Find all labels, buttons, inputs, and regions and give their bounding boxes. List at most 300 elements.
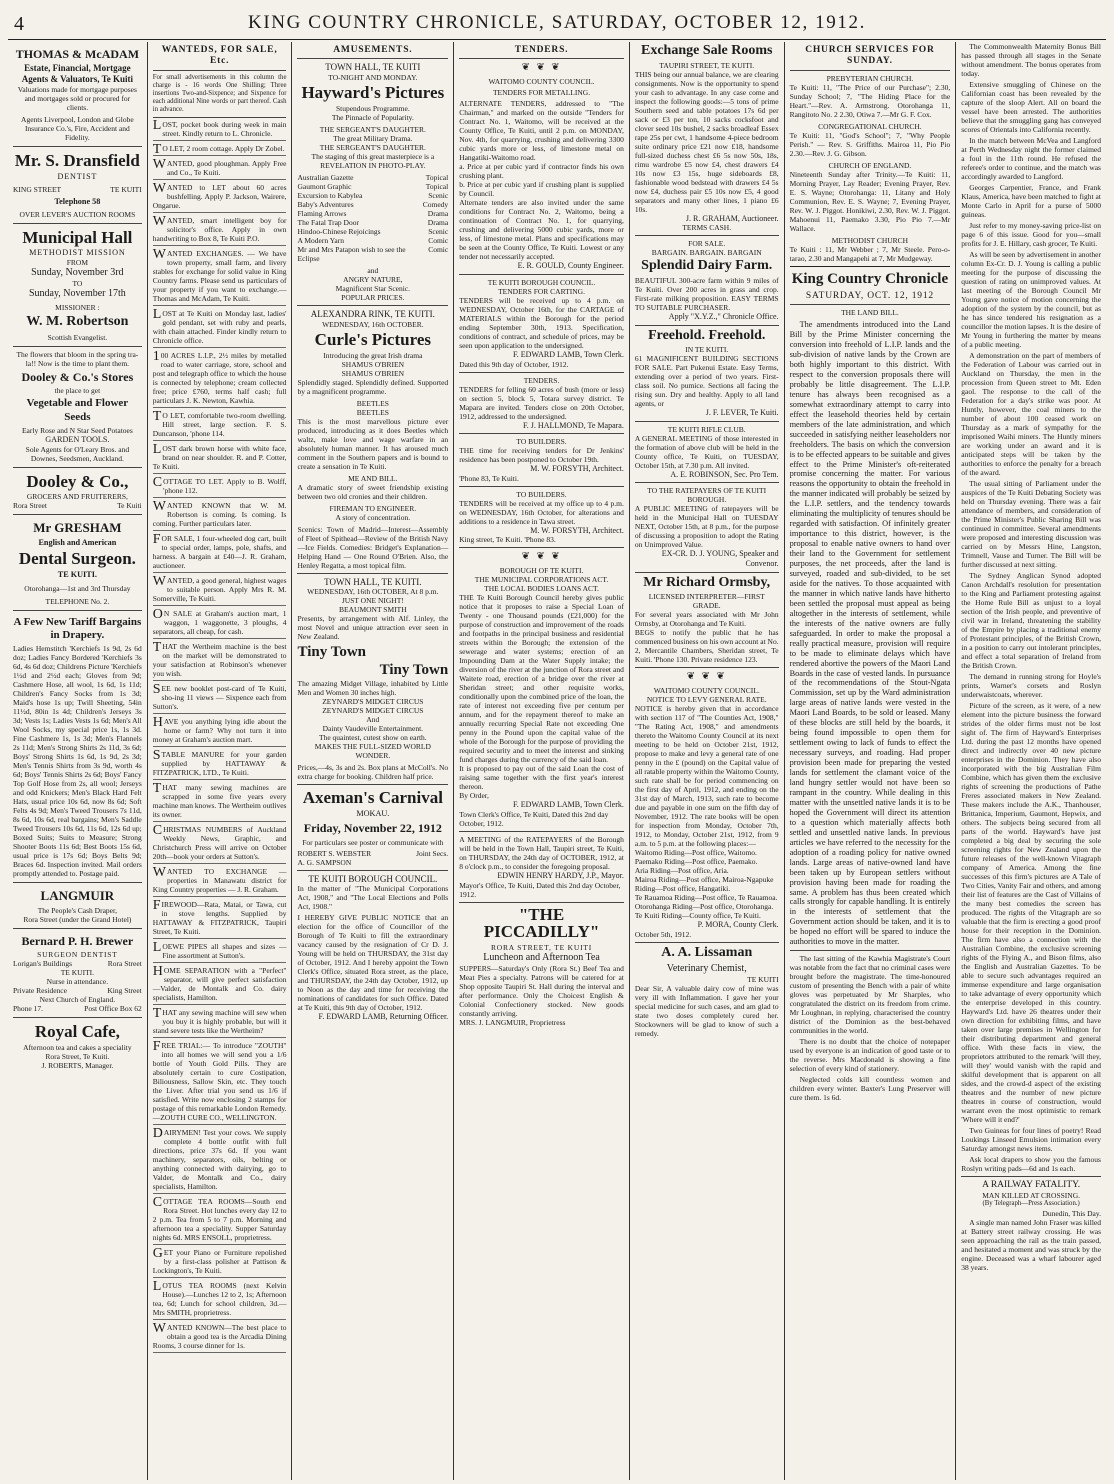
young: EX-CR. D. J. YOUNG, Speaker and Convenor. <box>635 549 779 572</box>
axeman-date: Friday, November 22, 1912 <box>303 821 442 836</box>
column-3 <box>292 42 454 1480</box>
classified-ad: THAT the Wertheim machine is the best on the market will be demonstrated to your satisfaction at Robinson's whenever you wish. <box>153 642 287 681</box>
metalling-b: b. Price at per cubic yard if crushing plant is supplied by Council. <box>459 180 624 199</box>
classified-ad: WANTED KNOWN—The best place to obtain a good tea is the Arcadia Dining Rooms, 3 course dinner for 1s. <box>153 1323 287 1353</box>
zeynard-2: ZEYNARD'S MIDGET CIRCUS <box>322 706 424 716</box>
program-row <box>297 200 448 209</box>
hall-mission: METHODIST MISSION <box>29 248 126 258</box>
classified-ad: CHRISTMAS NUMBERS of Auckland Weekly News, Graphic, and Christchurch Press will arrive on October 20th—book your orders at Sutton's. <box>153 825 287 864</box>
lissaman-town: TE KUITI <box>747 974 779 984</box>
angry-nature: ANGRY NATURE, <box>343 275 403 285</box>
wcc-heading: WAITOMO COUNTY COUNCIL. <box>488 77 595 87</box>
ormsby-title: LICENSED INTERPRETER—FIRST GRADE. <box>648 592 765 611</box>
gresham-phone: TELEPHONE No. 2. <box>45 596 110 606</box>
news-para-12: Two Guineas for four lines of poetry! Read Loukings Linseed Emulsion intimation every Saturday amongst news items. <box>961 1126 1101 1153</box>
graham: J. R. GRAHAM, Auctioneer. <box>685 213 779 223</box>
news-para-4: Georges Carpentier, France, and Frank Klaus, America, have been matched to fight at Monte Carlo in April for a purse of 5000 guineas. <box>961 183 1101 219</box>
levy-heading: NOTICE TO LEVY GENERAL RATE. <box>646 695 767 705</box>
dooley2-town: Te Kuiti <box>117 501 142 511</box>
bargain: BARGAIN. BARGAIN. BARGAIN <box>651 248 762 258</box>
freehold-town: IN TE KUITI. <box>685 345 729 355</box>
news-para-13: Ask local drapers to show you the famous Roslyn writing pads—6d and 1s each. <box>961 1155 1101 1173</box>
gresham-sub: English and American <box>38 538 117 548</box>
builders-2-body: TENDERS will be received at my office up to 4 p.m. on WEDNESDAY, 16th October, for alterations and additions to a residence in Tawa street. <box>459 498 624 526</box>
fireman-desc: A story of concentration. <box>335 512 411 522</box>
classified-ad: COTTAGE TEA ROOMS—South end Rora Street. Hot lunches every day 12 to 2 p.m. Tea from 5 to 7 p.m. Morning and afternoon tea a speciality. Supper Saturday nights 6d. MRS ENSOLL, proprietress. <box>153 1197 287 1245</box>
riding-item: Mairoa Riding—Post office, Mairoa-Ngapuke Riding—Post office, Hangatiki. <box>634 875 774 894</box>
hall-to: TO <box>72 279 83 289</box>
news-para-1: The Commonwealth Maternity Bonus Bill has passed through all stages in the Senate without amendment. The bonus operates from today. <box>961 42 1101 78</box>
beetles-2: BEETLES <box>356 407 389 417</box>
metalling-body-2: Alternate tenders are also invited under the same conditions for Contract No. 2, Waitomo, being a continuation of Contract No. 1, for quarrying, crushing and delivering 5000 cubic yards, more or less, of limestone metal. Plans and specifications may be seen at the County Office, Te Kuiti. Lowest or any tender not necessarily accepted. <box>459 198 624 262</box>
program-genre: Topical <box>425 182 449 192</box>
dainty: Dainty Vaudeville Entertainment. <box>322 724 424 734</box>
riding-item: Paemako Riding—Post office, Paemako. <box>634 857 758 867</box>
wanteds-rates: For small advertisements in this column the charge is - 16 words One Shilling; Three insertions Two-and-Sixpence; and Sixpence for each additional Nine words or part thereof. Cash in advance. <box>153 74 287 118</box>
shamus: SHAMUS O'BRIEN <box>341 359 405 369</box>
taupiri: TAUPIRI STREET, TE KUITI. <box>659 60 755 70</box>
scenics: Scenics: Town of Madrid—Interest—Assembly of Fleet of Spithead—Review of the British Navy—Ice Fields. Comedies: Bridget's Explanation—Helping Hand — One Round O'Brien. Also, the Henley Regatta, a most topical film. <box>297 525 448 574</box>
program-genre: Comic <box>428 245 449 255</box>
news-para-8: The usual sitting of Parliament under the auspices of the Te Kuiti Debating Society was held on Thursday evening. There was a fair attendance of members, and consideration of the Prime Minister's Public Sharing Bill was continued in committee. Several amendments were proposed and interesting discussion was carried on by Messrs Hine, Langston, Trimnell, Vause and Turner. The Bill will be further discussed at next sitting. <box>961 479 1101 569</box>
classified-ad: ON SALE at Graham's auction mart, 1 waggon, 1 waggonette, 3 ploughs, 4 separators, all cheap, for cash. <box>153 609 287 639</box>
classified-ad: THAT any sewing machine will sew when you buy it is highly probable, but will it stand severe tests like the Wertheim? <box>153 1008 287 1038</box>
gresham-name: Mr GRESHAM <box>33 520 122 536</box>
forsyth-2: M. W. FORSYTH, Architect. <box>530 525 624 535</box>
tiny-desc: The amazing Midget Village, inhabited by Little Men and Women 30 inches high. <box>297 679 449 698</box>
fatality-body: A single man named John Fraser was killed at Battery street railway crossing. He was seen approaching the rail as the train passed, and hesitated a moment and was struck by the engine. Deceased was a wharf labourer aged 38 years. <box>961 1217 1101 1272</box>
program-genre: Comic <box>428 236 449 246</box>
bc-notice: I HEREBY GIVE PUBLIC NOTICE that an election for the office of Councillor of the Borough of Te Kuiti to fill the extraordinary vacancy caused by the resignation of Cr D. J. Young will be held on THURSDAY, the 31st day of October, 1912. And I hereby appoint the Town Clerk's Office, situated Rora street, as the place, and THURSDAY, the 24th day October, 1912, up to Noon as the day and time for receiving the nominations of candidates for such Office. Dated at Te Kuiti, this 9th day of October, 1912. <box>297 913 449 1013</box>
pres-heading: PREBYTERIAN CHURCH. <box>826 73 914 83</box>
dentist-note: OVER LEVER'S AUCTION ROOMS <box>19 209 136 219</box>
joint-secs: Joint Secs. <box>416 848 449 858</box>
loan-body-2: It is proposed to pay out of the said Loan the cost of raising same together with the first year's interest thereon. <box>459 764 624 792</box>
prices: Prices,—4s, 3s and 2s. Box plans at McColl's. No extra charge for booking. Children half price. <box>297 763 448 785</box>
langmuir-sub: The People's Cash Draper, <box>37 905 118 915</box>
forsyth: M. W. FORSYTH, Architect. <box>530 464 624 474</box>
levy-body: NOTICE is hereby given that in accordance with section 117 of "The Counties Act, 1908," "The Rating Act, 1908," and amendments thereto the Waitomo County Council at its next meeting to be held on October 21st, 1912, propose to make and levy a general rate of one penny in the £ (pound) on the Capital value of all ratable property within the Waitomo County, such rate shall be for period commencing on the first day of April, 1912, and ending on the 31st day of March, 1913, such rate to become due and payable in one sum on the fifth day of November, 1912. The rate books will be open for inspection from Monday, October 7th, 1912, to Monday, October 21st, 1912, from 9 a.m. to 5 p.m. at the following places:— <box>634 704 779 849</box>
dooley2-street: Rora Street <box>13 501 47 511</box>
brewer-box: Post Office Box 62 <box>84 1003 142 1013</box>
program-title: Hindoo-Chinese Rejoicings <box>297 227 381 237</box>
ratepayers-body: A PUBLIC MEETING of ratepayers will be held in the Municipal Hall on TUESDAY NEXT, October 15th, at 8 p.m., for the purpose of discussing a proposition to adopt the Rating on Unimproved Value. <box>634 504 779 550</box>
dooley-seeds: Vegetable and Flower Seeds <box>26 397 129 423</box>
ornament-3: ❦ ❦ ❦ <box>686 671 727 683</box>
zeynard: ZEYNARD'S MIDGET CIRCUS <box>322 697 424 707</box>
me-and-bill: ME AND BILL. <box>348 473 398 483</box>
program-genre: Scenic <box>428 227 449 237</box>
loan-body: THE Te Kuiti Borough Council hereby gives public notice that it proposes to raise a Special Loan of Twenty - one Thousand pounds (£21,000) for the purpose of construction and improvement of the roads and footpaths in the principal business and residential streets within the Borough; the extension of the sewerage and water systems; erection of an Impounding Dam at the Water Supply intake; the diversion of the river at the junction of Rora street and Waitete road, erection of a bridge over the river at Sheridan street; and other requisite works, conditionally upon the combined price of the loan, the rate of interest not exceeding five per centum per annum, and for the repayment thereof to make an annually recurring Special Rate not exceeding One penny in the Pound upon the capital value of the whole of the Borough for the purpose of providing the required security and to meet the interest and sinking fund charges during the currency of the said loan. <box>459 593 624 765</box>
program-genre: Scenic <box>428 191 449 201</box>
rink: ALEXANDRA RINK, TE KUITI. <box>310 309 435 320</box>
amusements-heading: AMUSEMENTS. <box>297 45 448 59</box>
langmuir-address: Rora Street (under the Grand Hotel) <box>23 914 132 924</box>
classified-ad: WANTED TO EXCHANGE — properties in Manawatu district for King Country properties — J. R. Graham. <box>153 867 287 897</box>
rifle-heading: TE KUITI RIFLE CLUB. <box>667 424 746 434</box>
royal-sub: Afternoon tea and cakes a speciality <box>23 1042 132 1052</box>
news-para-9: The Sydney Anglican Synod adopted Canon Archdall's resolution for presentation to the King and Parliament protesting against the Home Rule Bill as unjust to a loyal section of the Irish people, and preventive of civil war in Ireland, threatening the stability of the Empire by placing a traditional enemy of Protestant principles, of the British Crown, in a position to carry out intolerant principles, and effect a total separation of Ireland from the British Crown. <box>961 571 1101 670</box>
news-para-6: As will be seen by advertisement in another column Ex-Cr. D. J. Young is calling a public meeting for the purpose of discussing the question of rating on unimproved values. At last meeting of the Borough Council Mr Young gave notice of motion concerning the adoption of the system by the council, but as he has since tendered his resignation as a councillor the motion lapses. It is the desire of Mr Young in furthering the matter by means of a public meeting. <box>961 250 1101 349</box>
church-heading: CHURCH SERVICES FOR SUNDAY. <box>790 45 951 71</box>
bush-body: TENDERS for felling 60 acres of bush (more or less) on section 5, block 5, Totara survey district. Te Mapara are invited. Tenders close on 20th October, 1912, addressed to the undersigned. <box>459 384 624 421</box>
carting-body: TENDERS will be received up to 4 p.m. on WEDNESDAY, October 16th, for the CARTAGE of MATERIALS within the Borough for the period ending September 30th, 1913. Specification, conditions of contract, and schedule of prices, may be seen upon application to the undersigned. <box>459 295 624 350</box>
piccadilly: "THE PICCADILLY" <box>483 904 600 942</box>
classified-ad: WANTED, good ploughman. Apply Free and Co., Te Kuiti. <box>153 159 287 180</box>
news-para-3: In the match between McVea and Langford at Perth Wednesday night the former claimed a foul in the 11th round. He refused the referee's order to continue, and the match was accordingly awarded to Langford. <box>961 136 1101 181</box>
piccadilly-proprietress: MRS. J. LANGMUIR, Proprietress <box>459 1018 566 1028</box>
program-row <box>297 227 448 236</box>
brewer-residence-next: Next Church of England. <box>39 994 116 1004</box>
beaumont-desc: Presents, by arrangement with Alf. Linley, the most Novel and unique attraction ever seen in New Zealand. <box>297 614 449 642</box>
sergeant: THE SERGEANT'S DAUGHTER. <box>319 125 426 135</box>
staging: The staging of this great masterpiece is a <box>311 152 435 162</box>
tkbc-heading: TE KUITI BOROUGH COUNCIL. <box>487 277 596 287</box>
classified-ad: TO LET, comfortable two-room dwelling. Hill street, large section. F. S. Duncanson, 'phone 114. <box>153 411 287 441</box>
classified-ads-list <box>152 117 287 1353</box>
classified-ad: FOR SALE, 1 four-wheeled dog cart, built to special order, lamps, pole, shafts, and harness. A bargain at £40—J. R. Graham, auctioneer. <box>153 534 287 573</box>
editorial-body: The amendments introduced into the Land Bill by the Prime Minister concerning the conversion into freehold of L.I.P. lands and the sub-division of native lands by the Crown are both highly important to this district. With respect to the conversion proposals there will probably be little disagreement. The L.I.P. tenure has always been recognised as a somewhat extraordinary attempt to carry into effect the leasehold theories held by certain members of the late administration, and which succeeded in satisfying neither leaseholders nor freeholders. The basis on which the conversion is to be effected appears to be suitable and gives effect to the Prime Minister's oft-reiterated promise concerning the matter. For various reasons the opportunity to obtain the freehold in the manner indicated will probably be seized by the L.I.P. settlers, and the tendency towards eliminating the multiplicity of tenures should be regarded with satisfaction. Of infinitely greater importance to this district, however, is the proposal to enable native owners to hand over their land to the Government for settlement purposes, the net proceeds, after the land is surveyed, roaded and sub-divided, to be set aside for the natives. To those acquainted with the manner in which native lands have hitherto been settled the proposal must appeal as being altogether in the interests of settlement, while the interests of the native owners are fully safeguarded. In order to make the proposal a really practical measure, provision will require to be made to eliminate delays which have rendered abortive the powers of the Maori Land Boards in the case of vested lands. In pursuance of the recommendations of the Stout-Ngata Commission, set up by the Ward administration large areas of native lands were vested in the Maori Land Boards, to be sold or leased. Many of these blocks are still held by the boards, it being found impossible to open them for settlement owing to lack of funds to effect the necessary surveys, and roading. Had proper provision been made for preparing the vested lands for settlement the clamant voice of the land hungry settler would not have been so rampant in the country. While dealing in this matter with the unsettled native lands it is to be hoped the Government will direct its attention to a question which materially affects both settled and unsettled native lands. In previous articles we have referred to the necessity for the adoption of a roading policy for native owned lands. Large areas of native-owned land have been taken up by European settlers without provision having been made for roading the same. A problem has thus been created which calls strongly for capable handling. It is entirely in the interests of settlement that the Government action should be taken, and it is to be hoped no effort will be spared to induce the authorities to move in the matter. <box>789 320 951 947</box>
town-hall-date: WEDNESDAY, 16th OCTOBER, At 8 p.m. <box>307 587 439 597</box>
loan-date: Town Clerk's Office, Te Kuiti, Dated this 2nd day October, 1912. <box>459 810 624 832</box>
dairy-body: BEAUTIFUL 300-acre farm within 9 miles of Te Kuiti. Over 200 acres in grass and crop. First-rate milking proposition. EASY TERMS TO SUITABLE PURCHASER. <box>634 275 779 312</box>
riding-item: Te Rauamoa Riding—Post office, Te Rauamoa. <box>634 893 778 903</box>
classified-ad: COTTAGE TO LET. Apply to B. Wolff, 'phone 112. <box>153 477 287 498</box>
classified-ad: WANTED KNOWN that W. M. Robertson is coming. Is coming. Is coming. Further particulars later. <box>153 501 287 531</box>
hallmond: F. J. HALLMOND, Te Mapara. <box>459 421 624 435</box>
dairy-title: Splendid Dairy Farm. <box>641 258 773 274</box>
classified-ad: STABLE MANURE for your garden supplied by HATTAWAY & FITZPATRICK, LTD., Te Kuiti. <box>153 750 287 780</box>
classified-ad: HAVE you anything lying idle about the home or farm? Why not turn it into money at Graham's auction mart. <box>153 717 287 747</box>
webster: ROBERT S. WEBSTER <box>297 848 372 858</box>
hall-from: FROM <box>66 258 88 268</box>
metalling-heading: TENDERS FOR METALLING. <box>492 88 591 98</box>
brewer-residence: Private Residence <box>13 985 67 995</box>
ormsby-body: For several years associated with Mr John Ormsby, at Otorohanga and Te Kuiti. <box>634 610 779 629</box>
dairy-apply: Apply "X.Y.Z.," Chronicle Office. <box>635 312 779 326</box>
meth-body: Te Kuiti : 11, Mr Webber ; 7, Mr Steele. Pero-o-tarao, 2.30 and Mangapehi at 7, Mr Mudgeway. <box>790 245 951 267</box>
program-list <box>297 173 448 263</box>
mora: P. MORA, County Clerk. <box>697 920 779 930</box>
brewer-nurse: Nurse in attendance. <box>46 976 109 986</box>
column-6 <box>785 42 957 1480</box>
program-title: Gaumont Graphic <box>297 182 352 192</box>
beetles-desc: This is the most marvellous picture ever produced, introducing as it does Beetles which waltz, make love and wage warfare in an absolutely human manner. It has aroused much comment in the Southern papers and is bound to create a sensation in Te Kuiti. <box>297 416 449 471</box>
hall-missioner-role: Scottish Evangelist. <box>47 333 108 342</box>
makes-wonder: MAKES THE FULL-SIZED WORLD WONDER. <box>314 742 431 761</box>
hardy-date: Mayor's Office, Te Kuiti, Dated this 2nd day October, 1912. <box>459 881 624 903</box>
robinson: A. E. ROBINSON, Sec. Pro Tem. <box>635 470 779 484</box>
program-title: Flaming Arrows <box>297 209 347 219</box>
program-genre: Drama <box>427 209 449 219</box>
forsyth-phone: 'Phone 83, Te Kuiti. <box>459 474 624 487</box>
firm-body: Valuations made for mortgage purposes and mortgages sold or procured for clients. <box>17 84 137 112</box>
program-genre: Topical <box>425 173 449 183</box>
piccadilly-lunch: Luncheon and Afternoon Tea <box>483 952 600 964</box>
riding-item: Te Kuiti Riding—County office, Te Kuiti. <box>634 911 761 921</box>
dentist-town: TE KUITI <box>110 184 142 194</box>
piccadilly-address: RORA STREET, TE KUITI <box>490 943 593 953</box>
town-hall-2: TOWN HALL, TE KUITI. <box>324 576 422 587</box>
brewer-title: SURGEON DENTIST <box>37 949 118 959</box>
sergeant-2: THE SERGEANT'S DAUGHTER. <box>319 143 426 153</box>
sampson: A. G. SAMPSON <box>297 858 448 871</box>
riding-item: Otorohanga Riding—Post office, Otorohanga. <box>634 902 774 912</box>
hall-date-2: Sunday, November 17th <box>28 288 126 300</box>
langmuir-name: LANGMUIR <box>40 887 115 903</box>
program-row <box>297 245 448 263</box>
town-hall: TOWN HALL, TE KUITI <box>325 62 421 73</box>
dooley-tools: GARDEN TOOLS. <box>45 434 110 444</box>
cong-heading: CONGREGATIONAL CHURCH. <box>818 121 922 131</box>
riding-item: Waitomo Riding—Post office, Waitomo. <box>634 848 757 858</box>
stupendous: Stupendous Programme. <box>335 104 410 114</box>
gresham-note: Otorohanga—1st and 3rd Thursday <box>24 583 131 593</box>
dooley2-sub: GROCERS AND FRUITERERS, <box>26 492 128 502</box>
column-4 <box>454 42 630 1480</box>
masthead <box>8 6 1106 40</box>
wcc-2: WAITOMO COUNTY COUNCIL. <box>653 686 760 696</box>
hall-date-1: Sunday, November 3rd <box>31 267 124 279</box>
revelation: REVELATION IN PHOTO-PLAY. <box>320 161 426 171</box>
program-row <box>297 218 448 227</box>
metalling-a: a. Price at per cubic yard if contractor finds his own crushing plant. <box>459 162 624 181</box>
beaumont: BEAUMONT SMITH <box>339 605 407 615</box>
fatality-credit: (By Telegraph—Press Association.) <box>982 1200 1080 1208</box>
classified-ad: THAT many sewing machines are scrapped in some five years every machine man knows. The Wertheim outlives its owner. <box>153 783 287 822</box>
tiny-town: Tiny Town <box>297 644 367 661</box>
tariff-heading: A Few New Tariff Bargains in Drapery. <box>13 615 142 641</box>
fatality-heading: A RAILWAY FATALITY. <box>982 1180 1081 1190</box>
bc-heading: TE KUITI BOROUGH COUNCIL. <box>308 873 438 884</box>
program-row <box>297 173 448 182</box>
gresham-town: TE KUITI. <box>57 569 97 579</box>
classified-ad: FREE TRIAL:— To introduce "ZOUTH" into all homes we will send you a 1/6 bottle of Youth Gold Pills. They are absolutely certain to cure Costipation, Biliousness, Sallow Skin, etc. They touch the Liver. After trial you send us 1/6 if satisfied. Write now enclosing 2 stamps for postage of this remarkable London Remedy.—ZOUTH CURE CO., WELLINGTON. <box>153 1041 287 1125</box>
brewer-phone: Phone 17. <box>13 1003 43 1013</box>
royal-manager: J. ROBERTS, Manager. <box>41 1060 114 1070</box>
column-1 <box>8 42 148 1480</box>
program-title: Mr and Mrs Patapon wish to see the Eclipse <box>297 245 406 264</box>
ormsby-body-2: BEGS to notify the public that he has commenced business on his own account at No. 2, Mercantile Chambers, Sheridan street, Te Kuiti. 'Phone 130. Private residence 123. <box>635 628 779 668</box>
borough-heading: BOROUGH OF TE KUITI. <box>499 566 584 576</box>
axeman-carnival: Axeman's Carnival <box>302 788 443 808</box>
editorial-body-4: Neglected colds kill countless women and children every winter. Baxter's Lung Preserver will cure them. 1s 6d. <box>789 1075 951 1103</box>
classified-ad: DAIRYMEN! Test your cows. We supply complete 4 bottle outfit with full directions, price 37s 6d. If you want machinery, separators, oils, belting or anything connected with dairying, go to Valder, de Montalk and Co., dairy specialists, Hamilton. <box>153 1128 287 1194</box>
dentist-street: KING STREET <box>13 184 62 194</box>
dooley-agents: Sole Agents for O'Leary Bros. and Downes, Seedsmen, Auckland. <box>25 444 130 463</box>
classified-ad: WANTED EXCHANGES. — We have town property, small farm, and livery stables for exchange for solid value in King Country farms. Please send us particulars of your property if you want to exchange.— Thomas and McAdam, Te Kuiti. <box>153 249 287 306</box>
lamb-2: F. EDWARD LAMB, Town Clerk. <box>512 800 624 810</box>
forsyth-2-address: King street, Te Kuiti. 'Phone 83. <box>459 535 624 548</box>
eng-body: Nineteenth Sunday after Trinity.—Te Kuiti: 11, Morning Prayer, Lay Reader; Evening Prayer, Rev. E. S. Wayne; Otorohanga: 11, Litany and Holy Communion, Rev. E. S. Wayne; 7, Evening Prayer, Rev. W. J. Piggot. Honikiwi, 2.30, Rev. W. J. Piggot. Mahoenui 11, Paemako 3.30, Pio Pio 7.—Mr Wallace. <box>789 169 951 233</box>
dooley-potatoes: Early Rose and N Star Seed Potatoes <box>21 425 133 435</box>
freehold-title: Freehold. Freehold. <box>648 327 766 343</box>
ratepayers-heading: TO THE RATEPAYERS OF TE KUITI BOROUGH. <box>647 486 767 505</box>
classified-ad: 100 ACRES L.I.P., 2½ miles by metalled road to water carriage, store, school and post and telegraph office to which the house is connected by telephone; cream collected free; price £760, terms half cash; full particulars J. K. Newton, Kawhia. <box>153 351 287 408</box>
dentist-phone: Telephone 58 <box>54 196 101 206</box>
loan-order: By Order, <box>459 791 489 801</box>
news-para-2: Extensive smuggling of Chinese on the Californian coast has been revealed by the capture of the sloop Alert. All on board the vessel have been arrested. The authorities believe that the smuggling gang has conveyed scores of Orientals into California recently. <box>961 80 1101 134</box>
program-title: A Modern Yarn <box>297 236 344 246</box>
magnificent: Magnificent Star Scenic. <box>335 284 411 294</box>
hardy: EDWIN HENRY HARDY, J.P., Mayor. <box>497 870 624 880</box>
mca-heading: THE MUNICIPAL CORPORATIONS ACT. <box>474 575 609 585</box>
brewer-town: TE KUITI. <box>60 967 95 977</box>
dooley-stores: Dooley & Co.'s Stores <box>21 370 134 384</box>
gould: E. R. GOULD, County Engineer. <box>459 261 624 275</box>
one-night: JUST ONE NIGHT! <box>341 596 404 606</box>
builders-body: THE time for receiving tenders for Dr Jenkins' residence has been postponed to October 19th. <box>459 446 624 465</box>
dentist-name: Mr. S. Dransfield <box>14 150 140 170</box>
builders: TO BUILDERS. <box>516 437 567 447</box>
meth-heading: METHODIST CHURCH <box>831 235 909 245</box>
carting-heading: TENDERS FOR CARTING. <box>498 286 585 296</box>
brewer-residence-street: King Street <box>107 985 142 995</box>
classified-ad: HOME SEPARATION with a "Perfect" separator, will give perfect satisfaction—Valder, de Montalk and Co. dairy specialists, Hamilton. <box>153 966 287 1005</box>
program-row <box>297 182 448 191</box>
exchange-title: Exchange Sale Rooms <box>640 43 773 58</box>
haywards-pictures: Hayward's Pictures <box>301 83 445 103</box>
rifle-body: A GENERAL MEETING of those interested in the formation of above club will be held in the County office, Te Kuiti, on TUESDAY, October 15th, at 7.30 p.m. All invited. <box>634 433 779 470</box>
tenders-2: TENDERS. <box>523 375 560 385</box>
program-row <box>297 209 448 218</box>
firm-agents: Agents Liverpool, London and Globe Insurance Co.'s, Fire, Accident and Fidelity. <box>21 114 134 142</box>
royal-name: Royal Cafe, <box>34 1021 120 1041</box>
dooley2-name: Dooley & Co., <box>26 471 129 491</box>
brewer-street: Rora Street <box>107 958 142 968</box>
lamb: F. EDWARD LAMB, Town Clerk. <box>512 349 624 359</box>
lissaman-title: Veterinary Chemist, <box>666 962 747 974</box>
tariff-body: Ladies Hemstitch 'Kerchiefs 1s 9d, 2s 6d doz; Ladies Fancy Bordered 'Kerchiefs 3s 6d, 4s 6d doz; Childrens Picture 'Kerchiefs 1½d and 2½d each; Gloves from 9d; Cashmere Hose, all wool, 1s 6d, 1s 11d; Children's Fancy Socks from 1s 3d; Maid's hose 1s up; Twill Sheeting, 54in 11½d, 80in 1s 4d; Children's Jerseys 3s 3d; Vests 1s; Ladies Vests 1s 6d; Men's All Wool Socks, my special price 1s, 1s 3d. Fine Cashmere 1s, 1s 3d; Men's Flannels 2s 11d; Men's Strong Shirts 2s 11d, 3s 6d; Boys' Strong Shirts 1s 6d, 1s 9d, 2s 3d; Men's Tennis Shirts from 3s 9d, worth 4s 6d; Boys' Tennis Shirts 2s 6d; Boys' Fancy Top Golf Hose from 2s, all wool; Jerseys and odd Knickers; Men's Black Hard Felt Hats, usual price 10s 6d, now 8s 6d; Soft Felts 4s 9d; Men's Tweed Trousers 7s 11d, 8s 6d, 10s 6d, real bargains; Men's Saddle Tweed Trousers 10s 6d, 11s 6d, 12s 6d up; Boxed Suits; Suits to Measure; Strong Shooter Boots 11s 6d; Best Boots 15s 6d, usual price is 17s 6d; Boys Belts 9d; Braces 6d. Inspection invited. Mail orders promptly attended to. Postage paid. <box>13 643 142 878</box>
program-genre: Drama <box>427 218 449 228</box>
brewer-name: Bernard P. H. Brewer <box>21 933 134 948</box>
classified-ad: FIREWOOD—Rata, Matai, or Tawa, cut in stove lengths. Supplied by HATTAWAY & FITZPATRICK, Taupiri Street, Te Kuiti. <box>153 900 287 939</box>
editorial-body-2: The last sitting of the Kawhia Magistrate's Court was notable from the fact that no criminal cases were brought before the magistrate. The time-honoured custom of presenting the Bench with a pair of white gloves was perpetuated by Mr Sharples, who congratulated the district on its freedom from crime. Mr Loughnan, in replying, characterised the country district of the Dominion as the best-behaved communities in the world. <box>789 954 951 1036</box>
classified-ad: LOST, pocket book during week in main street. Kindly return to L. Chronicle. <box>153 120 287 141</box>
gresham-title: Dental Surgeon. <box>18 548 136 568</box>
axeman-particulars: For particulars see poster or communicate with <box>302 837 444 847</box>
mokau: MOKAU. <box>356 809 390 819</box>
eng-heading: CHURCH OF ENGLAND. <box>828 160 912 170</box>
program-title: The Fatal Trap Door <box>297 218 359 228</box>
hall-missioner: MISSIONER : <box>55 303 100 313</box>
beetles: BEETLES <box>356 398 389 408</box>
fatality-place: Dunedin, This Day. <box>1042 1208 1101 1218</box>
curle-desc: Splendidly staged. Splendidly defined. Supported by a magnificent programme. <box>297 377 449 396</box>
hall-title: Municipal Hall <box>22 227 133 247</box>
curle-pictures: Curle's Pictures <box>314 329 431 349</box>
bc-signature: F. EDWARD LAMB, Returning Officer. <box>318 1012 449 1022</box>
news-para-11: Picture of the screen, as it were, of a new element into the picture business the forward strides of the older firms must not be lost sight of. The firm of Hayward's Enterprises Ltd. during the past 12 months have opened direct and indirectly over 40 new picture enterprises in the Dominion. They have also incorporated with the big Australian Film Combine, which has given them the exclusive rights of screening the productions of Pathe Freres associated makers in New Zealand. These makers include the A.K., Thanhouser, Brittanica, Imperium, Gaumont, Hepwix, and others. The subjects being secured from all parts of the world. Hayward's have just completed a big deal by securing the sole screening rights for New Zealand upon the future releases of the well-known Vitagraph company of America. Among the fine successes of this firm's pictures are A Tale of Two Cities, Vanity Fair and others, and among their list of features are the Cast of Villains of the many best comedies the screen has produced. The rights of the Vitagraph are so valuable that the firm is erecting a good proof house for their reception in the Dominion. The firm have also a connection with the Australian Combine, the exclusive screening rights of the Flying A., and Bison films, also the English and Australian Gazettes. To be able to secure such advantages required an immense expenditure and large organisation to take advantage of every opportunity which the enterprise developed in this country. Hayward's Ltd. have 26 theatres under their own direction for exhibiting films, and have taken over large premises in Wellington for their distributing department and general office. With these facts in view, the proprietors attributed to the remark 'will they, will they' would vanish with the rapid and skilful development that is apparent on all sides, and the crowd-d aspect of the existing theatres and the number of new picture theatres in course of construction, would warrant even the most optimistic to remark 'Where will it end?' <box>961 701 1101 1124</box>
cong-body: Te Kuiti: 11, "God's School"; 7, "Why People Perish." — Rev. S. Griffiths. Mairoa 11, Pio Pio 2.30.—Rev. J. G. Gibson. <box>789 130 951 158</box>
bc-matter: In the matter of "The Municipal Corporations Act, 1908," and "The Local Elections and Polls Act, 1908." <box>297 884 449 912</box>
ridings-list <box>635 848 779 920</box>
program-and: and <box>367 266 379 276</box>
fireman: FIREMAN TO ENGINEER. <box>329 503 417 513</box>
column-2 <box>148 42 293 1480</box>
classified-ad: TO LET, 2 room cottage. Apply Dr Zobel. <box>152 141 285 157</box>
editorial-date: SATURDAY, OCT. 12, 1912 <box>790 291 951 305</box>
metalling-body: ALTERNATE TENDERS, addressed to "The Chairman," and marked on the outside "Tenders for Contract No. 1, Waitomo, will be received at the County Office, Te Kuiti, until 2 p.m. on MONDAY, Nov. 4th, for quarrying, crushing and delivering 3300 cubic yards more or less, of limestone metal on Hangatiki-Waitomo road. <box>459 99 624 163</box>
curle-intro: Introducing the great Irish drama <box>323 350 423 360</box>
classified-ad: WANTED to LET about 60 acres bushfelling. Apply P. Jackson, Wairere, Ongarue. <box>153 183 287 213</box>
lissaman-body: Dear Sir, A valuable dairy cow of mine was very ill with Inflammation. I gave her your special medicine for such cases, and am glad to state two doses completely cured her. Stockowners will be glad to know of such a remedy. <box>634 983 779 1038</box>
royal-address: Rora Street, Te Kuiti. <box>45 1051 110 1061</box>
classified-ad: GET your Piano or Furniture repolished by a first-class polisher at Pattison & Lockington's, Te Kuiti. <box>153 1248 287 1278</box>
brewer-building: Lorigan's Buildings <box>13 958 73 968</box>
ornament-2: ❦ ❦ ❦ <box>521 551 562 563</box>
tonight: TO-NIGHT AND MONDAY. <box>328 73 418 83</box>
tiny-town-2: Tiny Town <box>379 662 449 679</box>
program-row <box>297 236 448 245</box>
lbla-heading: THE LOCAL BODIES LOANS ACT. <box>484 584 599 594</box>
dentist-title: DENTIST <box>57 171 98 181</box>
editorial-paper-name: King Country Chronicle <box>791 270 949 287</box>
classified-ad: LOTUS TEA ROOMS (next Kelvin House).—Lunches 12 to 2, 1s; Afternoon tea, 6d; Lunch for school children, 3d.—Mrs SMITH, proprietress. <box>153 1281 287 1320</box>
lamb-date: Dated this 9th day of October, 1912. <box>459 360 624 373</box>
program-title: Australian Gazette <box>297 173 354 183</box>
program-title: Excursion to Kabylea <box>297 191 363 201</box>
me-and-bill-desc: A dramatic story of sweet friendship existing between two old cronies and their children. <box>297 482 449 501</box>
lever: J. F. LEVER, Te Kuiti. <box>635 408 779 422</box>
dooley-place: the place to get <box>54 386 101 396</box>
popular-prices: POPULAR PRICES. <box>297 293 448 306</box>
page-number: 4 <box>14 13 24 35</box>
program-title: Baby's Adventures <box>297 200 354 210</box>
classified-ad: SEE new booklet post-card of Te Kuiti, sho-ing 11 views — Sixpence each from Sutton's. <box>153 684 287 714</box>
news-para-7: A demonstration on the part of members of the Federation of Labour was carried out in Auckland on Thursday, the men in the procession from Queen street to Mt. Eden gaol. The response to the call of the Federation for a day's strike was poor. At Huntly, however, the coal miners to the number of about 100 ceased work on Thursday as a mark of sympathy for the imprisoned Waihi miners. The Huntly miners are working under an award and it is anticipated steps will be taken by the authorities to enforce the penalty for a breach of the award. <box>961 351 1101 477</box>
dooley-intro: The flowers that bloom in the spring tra-la!! Now is the time to plant them. <box>16 350 139 368</box>
hall-missioner-name: W. M. Robertson <box>26 314 129 330</box>
paper-title: KING COUNTRY CHRONICLE, SATURDAY, OCTOBER 12, 1912. <box>248 12 866 33</box>
exchange-body: THIS being our annual balance, we are clearing consignments. Now is the opportunity to spend your cash to advantage. In any case come and inspect the following goods:—5 tons of prime Southern seed and table potatoes 17s 6d per sack or £3 per ton, 10 sacks cocksfoot and clover seed 10s bushel, 2 sacks broadleaf Essex rape 25s per cwt, 1 handsome 4-piece bedroom suite ordinary price £21 now £18, handsome full-sized duchess chest £6 5s now 50s, 18s, rimu wardrobe £5 now £4, chest drawers £4 10s now £3 15s, huge sideboards £8, fashionable wood bedstead with drawers £4 5s now £4, duchess pair £5 10s now £5, 4 good separators and many other lines, 1 piano £6 10s. <box>634 69 779 214</box>
terms: TERMS CASH. <box>635 223 779 236</box>
column-5 <box>630 42 785 1480</box>
firm-name: THOMAS & McADAM <box>15 47 140 61</box>
pres-body: Te Kuiti: 11, "The Price of our Purchase"; 2.30, Sunday School; 7, "The Hiding Place for the Heart."—Rev. A. Armstrong. Otorohanga 11, Rangitoto No. 2 2.30, Otiwa 7.—Mr G. F. Cox. <box>789 82 951 119</box>
meeting-body: A MEETING of the RATEPAYERS of the Borough will be held in the Town Hall, Taupiri street, Te Kuiti, on THURSDAY, the 24th day of OCTOBER, 1912, at 8 o'clock p.m., to consider the foregoing proposal. <box>459 834 624 871</box>
classified-ad: LOST at Te Kuiti on Monday last, ladies' gold pendant, set with ruby and pearls, with chain attached. Finder kindly return to Chronicle office. <box>153 309 287 348</box>
ormsby: Mr Richard Ormsby, <box>643 574 771 590</box>
classified-ad: WANTED, smart intelligent boy for solicitor's office. Apply in own handwriting to Box 8, Te Kuiti P.O. <box>153 216 287 246</box>
editorial-body-3: There is no doubt that the choice of notepaper used by everyone is an indication of good taste or to the reverse. Mrs Macdonald is showing a fine selection of every kind of stationery. <box>789 1037 951 1074</box>
classified-ad: LOEWE PIPES all shapes and sizes —Fine assortment at Sutton's. <box>153 942 287 963</box>
for-sale: FOR SALE. <box>688 239 726 249</box>
riding-item: Aria Riding—Post office, Aria. <box>634 866 729 876</box>
rink-date: WEDNESDAY, 16th OCTOBER. <box>322 319 424 329</box>
ornament: ❦ ❦ ❦ <box>521 62 562 74</box>
column-7 <box>956 42 1106 1480</box>
tiny-and: And <box>366 715 380 725</box>
news-para-5: Just refer to my money-saving price-list on page 6 of this issue. Good for you—small profits for J. E. Hillary, cash grocer, Te Kuiti. <box>961 221 1101 248</box>
mora-date: October 5th, 1912. <box>635 930 779 943</box>
tenders-heading: TENDERS. <box>459 45 624 59</box>
lissaman: A. A. Lissaman <box>661 944 753 960</box>
shamus-2: SHAMUS O'BRIEN <box>341 368 405 378</box>
news-para-10: The demand in running strong for Hoyle's prints, Warner's corsets and Roslyn underwaistcoats, wherever. <box>961 672 1101 699</box>
land-bill: THE LAND BILL. <box>841 308 899 318</box>
wanteds-heading: WANTEDS, FOR SALE, Etc. <box>153 45 287 71</box>
firm-subtitle: Estate, Financial, Mortgage Agents & Valuators, Te Kuiti <box>21 63 134 85</box>
builders-2: TO BUILDERS. <box>516 489 567 499</box>
piccadilly-body: SUPPERS—Saturday's Only (Rora St.) Beef Tea and Meat Pies a specialty. Patrons will be catered for at Shop opposite Taupiri St. Hall during the interval and after performance. Only the Choicest English & Colonial Confectionery stocked. New goods constantly arriving. <box>459 964 624 1019</box>
program-genre: Comedy <box>422 200 449 210</box>
freehold-body: 61 MAGNIFICENT BUILDING SECTIONS FOR SALE. Part Pukenui Estate. Easy Terms, extending over a period of two years. First-class soil. No pumice. Sections all facing the rising sun. Dry and healthy. Apply to all land agents, or <box>634 354 779 409</box>
classified-ad: LOST dark brown horse with white face, brand on near shoulder. R. and P. Cotter, Te Kuiti. <box>153 444 287 474</box>
classified-ad: WANTED, a good general, highest wages to suitable person. Apply Mrs R. M. Somerville, Te Kuiti. <box>153 576 287 606</box>
program-row <box>297 191 448 200</box>
fatality-sub: MAN KILLED AT CROSSING. <box>982 1191 1081 1201</box>
